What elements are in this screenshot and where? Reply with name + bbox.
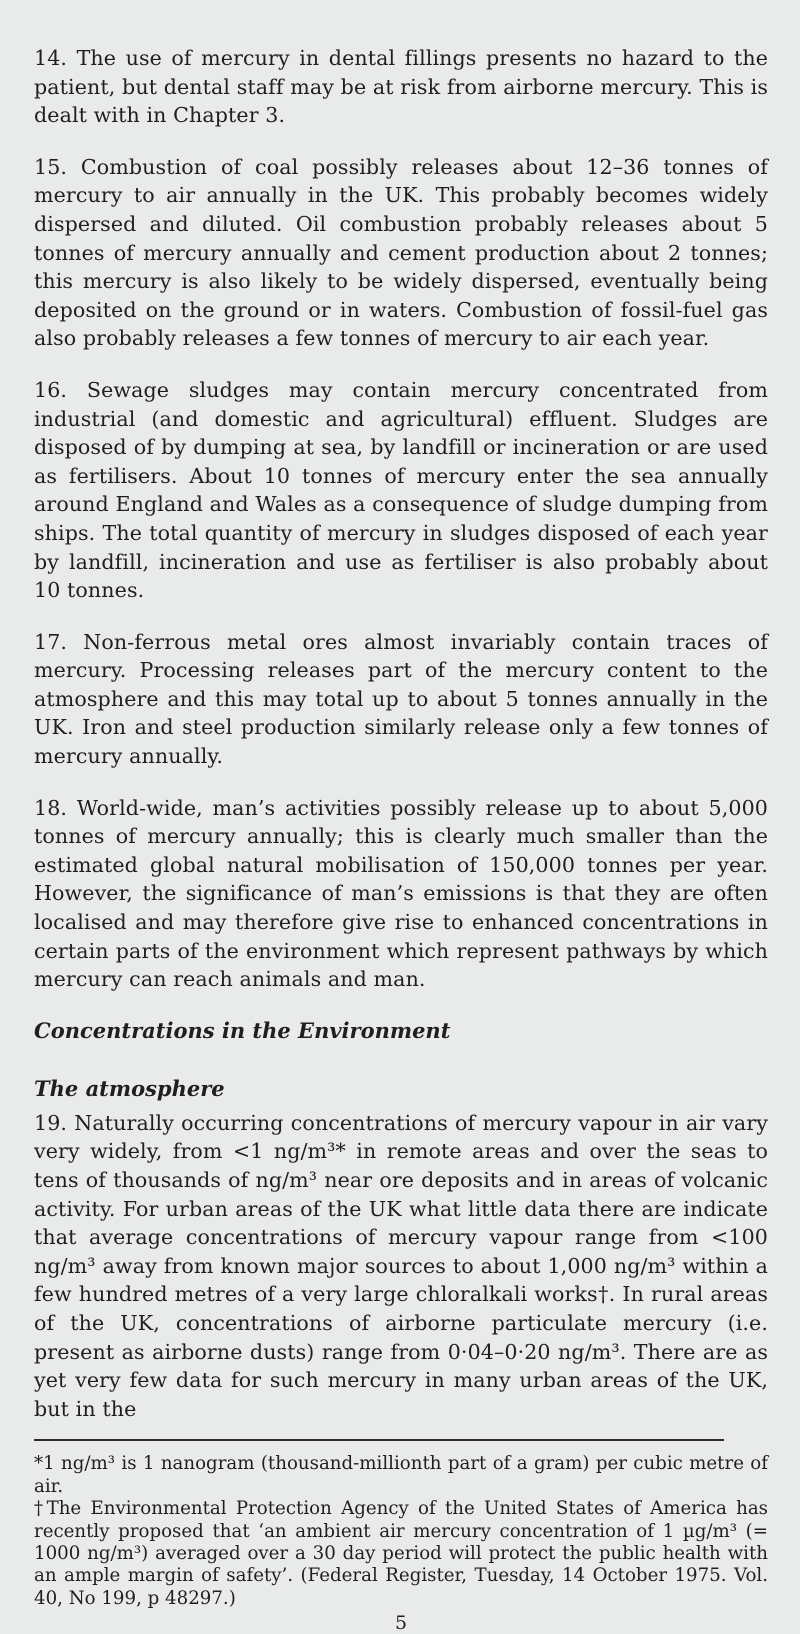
footnote-2: †The Environmental Protection Agency of the United States of America has recently proposed that ‘an ambient air mercury concentration of 1 µg/m³ (= 1000 ng/m³) averaged over a 30 day period will protect the public health with an ample margin of safety’. (Federal Register, Tuesday, 14 October 1975. Vol. 40, No 199, p 48297.): [34, 1498, 768, 1609]
sub-heading: The atmosphere: [34, 1075, 225, 1101]
paragraph-18: 18. World-wide, man’s activities possibly release up to about 5,000 tonnes of mercury annually; this is clearly much smaller than the estimated global natural mobilisation of 150,000 tonnes per year. However, the significance of man’s emissions is that they are often localised and may therefore give rise to enhanced concentrations in certain parts of the environment which represent pathways by which mercury can reach animals and man.: [34, 795, 768, 992]
page-number: 5: [394, 1612, 408, 1634]
footnote-1: *1 ng/m³ is 1 nanogram (thousand-millionth part of a gram) per cubic metre of air.: [34, 1453, 768, 1497]
paragraph-17: 17. Non-ferrous metal ores almost invariably contain traces of mercury. Processing releases part of the mercury content to the atmosphere and this may total up to about 5 tonnes annually in the UK. Iron and steel production similarly release only a few tonnes of mercury annually.: [34, 629, 768, 769]
paragraph-16: 16. Sewage sludges may contain mercury concentrated from industrial (and domestic and agricultural) effluent. Sludges are disposed of by dumping at sea, by landfill or incineration or are used as fertilisers. About 10 tonnes of mercury enter the sea annually around England and Wales as a consequence of sludge dumping from ships. The total quantity of mercury in sludges disposed of each year by landfill, incineration and use as fertiliser is also probably about 10 tonnes.: [34, 377, 768, 603]
paragraph-14: 14. The use of mercury in dental fillings presents no hazard to the patient, but dental staff may be at risk from airborne mercury. This is dealt with in Chapter 3.: [34, 46, 768, 128]
footnote-divider: [34, 1439, 724, 1441]
section-heading: Concentrations in the Environment: [34, 1017, 451, 1043]
paragraph-19: 19. Naturally occurring concentrations of mercury vapour in air vary very widely, from <1 ng/m³* in remote areas and over the seas to tens of thousands of ng/m³ near ore deposits and in areas of volcanic activity. For urban areas of the UK what little data there are indicate that average concentrations of mercury vapour range from <100 ng/m³ away from known major sources to about 1,000 ng/m³ within a few hundred metres of a very large chloralkali works†. In rural areas of the UK, concentrations of airborne particulate mercury (i.e. present as airborne dusts) range from 0·04–0·20 ng/m³. There are as yet very few data for such mercury in many urban areas of the UK, but in the: [34, 1110, 768, 1421]
paragraph-15: 15. Combustion of coal possibly releases about 12–36 tonnes of mercury to air annually in the UK. This probably becomes widely dispersed and diluted. Oil combustion probably releases about 5 tonnes of mercury annually and cement production about 2 tonnes; this mercury is also likely to be widely dispersed, eventually being deposited on the ground or in waters. Combustion of fossil-fuel gas also probably releases a few tonnes of mercury to air each year.: [34, 154, 768, 351]
